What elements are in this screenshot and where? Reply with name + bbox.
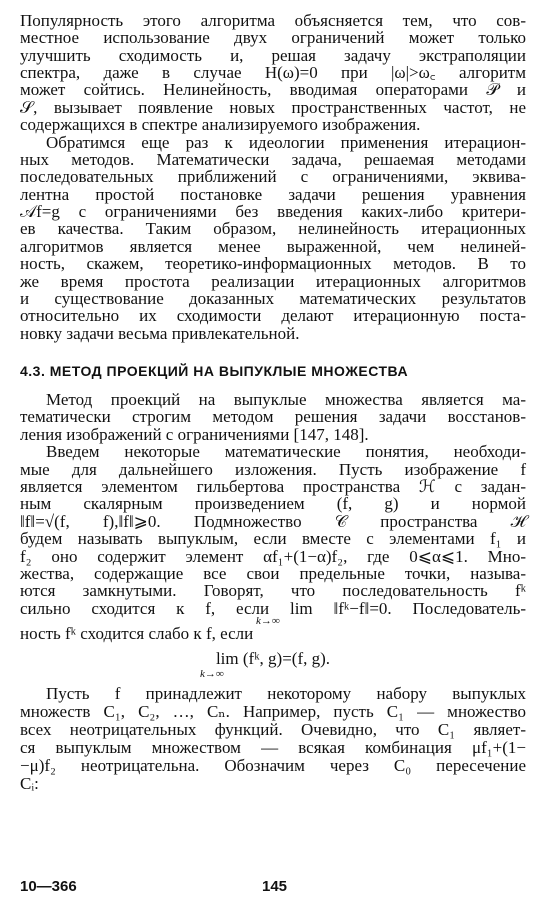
text-line: жества, содержащие все свои предельные точки, называ-	[20, 564, 526, 583]
text-line: сильно сходится к f, если lim ‖fᵏ−f‖=0. Последователь-	[20, 599, 526, 618]
text-line: ных методов. Математически задача, решаемая методами	[20, 150, 526, 169]
section-heading: 4.3. МЕТОД ПРОЕКЦИЙ НА ВЫПУКЛЫЕ МНОЖЕСТВА	[20, 363, 409, 379]
text-line: улучшить сходимость и, решая задачу экстраполяции	[20, 46, 526, 65]
page-number: 145	[262, 878, 288, 895]
text-line: спектра, даже в случае H(ω)=0 при |ω|>ω꜀ алгоритм	[20, 63, 526, 82]
signature-mark: 10—366	[20, 878, 77, 895]
text-line: может сойтись. Нелинейность, вводимая операторами 𝒫 и	[20, 80, 526, 99]
text-line: ся выпуклым множеством — всякая комбинация μf₁+(1−	[20, 738, 526, 757]
text-line: содержащихся в спектре анализируемого изображения.	[20, 115, 421, 134]
text-line: Пусть f принадлежит некоторому набору выпуклых	[46, 684, 526, 703]
text-line: относительно их сходимости делают итерационную поста-	[20, 306, 526, 325]
text-line: является элементом гильбертова пространства ℋ с задан-	[20, 477, 526, 496]
text-line: ‖f‖=√(f, f),‖f‖⩾0. Подмножество 𝒞 пространства ℋ	[20, 512, 526, 531]
text-line: Обратимся еще раз к идеологии применения итерацион-	[46, 133, 526, 152]
text-line: 𝒜f=g с ограничениями без введения каких-либо критери-	[20, 202, 526, 221]
text-line: Метод проекций на выпуклые множества является ма-	[46, 390, 526, 409]
text-line: будем называть выпуклым, если вместе с элементами f₁ и	[20, 529, 526, 548]
formula-subscript: k→∞	[200, 668, 224, 680]
text-line: ность fᵏ сходится слабо к f, если	[20, 624, 254, 643]
text-line: новку задачи весьма привлекательной.	[20, 324, 300, 343]
formula-main: lim (fᵏ, g)=(f, g).	[215, 649, 331, 668]
text-line: алгоритмов является менее выраженной, чем нелиней-	[20, 237, 526, 256]
limit-subscript: k→∞	[256, 615, 280, 627]
text-line: ления изображений с ограничениями [147, 148].	[20, 425, 369, 444]
text-line: всех неотрицательных функций. Очевидно, что C₁ являет-	[20, 720, 526, 739]
text-line: ным скалярным произведением (f, g) и нормой	[20, 494, 526, 513]
text-line: ность, скажем, теоретико-информационных методов. В то	[20, 254, 526, 273]
text-line: Популярность этого алгоритма объясняется тем, что сов-	[20, 11, 526, 30]
text-line: множеств C₁, C₂, …, Cₙ. Например, пусть C₁ — множество	[20, 702, 526, 721]
text-line: тематически строгим методом решения задачи восстанов-	[20, 407, 526, 426]
text-line: f₂ оно содержит элемент αf₁+(1−α)f₂, где 0⩽α⩽1. Мно-	[20, 547, 526, 566]
text-line: же время простота реализации итерационных алгоритмов	[20, 272, 526, 291]
text-line: Введем некоторые математические понятия, необходи-	[46, 442, 526, 461]
text-line: 𝒮, вызывает появление новых пространственных частот, не	[20, 98, 526, 117]
text-line: Cᵢ:	[20, 774, 39, 793]
text-line: последовательных приближений с ограничениями, эквива-	[20, 167, 526, 186]
text-line: ются замкнутыми. Говорят, что последовательность fᵏ	[20, 581, 526, 600]
text-line: ев качества. Таким образом, нелинейность итерационных	[20, 219, 526, 238]
text-line: местное использование двух ограничений может только	[20, 28, 526, 47]
text-line: лентна простой постановке задачи решения уравнения	[20, 185, 526, 204]
text-line: −μ)f₂ неотрицательна. Обозначим через C₀ пересечение	[20, 756, 526, 775]
text-line: и существование доказанных математических результатов	[20, 289, 526, 308]
text-line: мые для дальнейшего изложения. Пусть изображение f	[20, 460, 526, 479]
